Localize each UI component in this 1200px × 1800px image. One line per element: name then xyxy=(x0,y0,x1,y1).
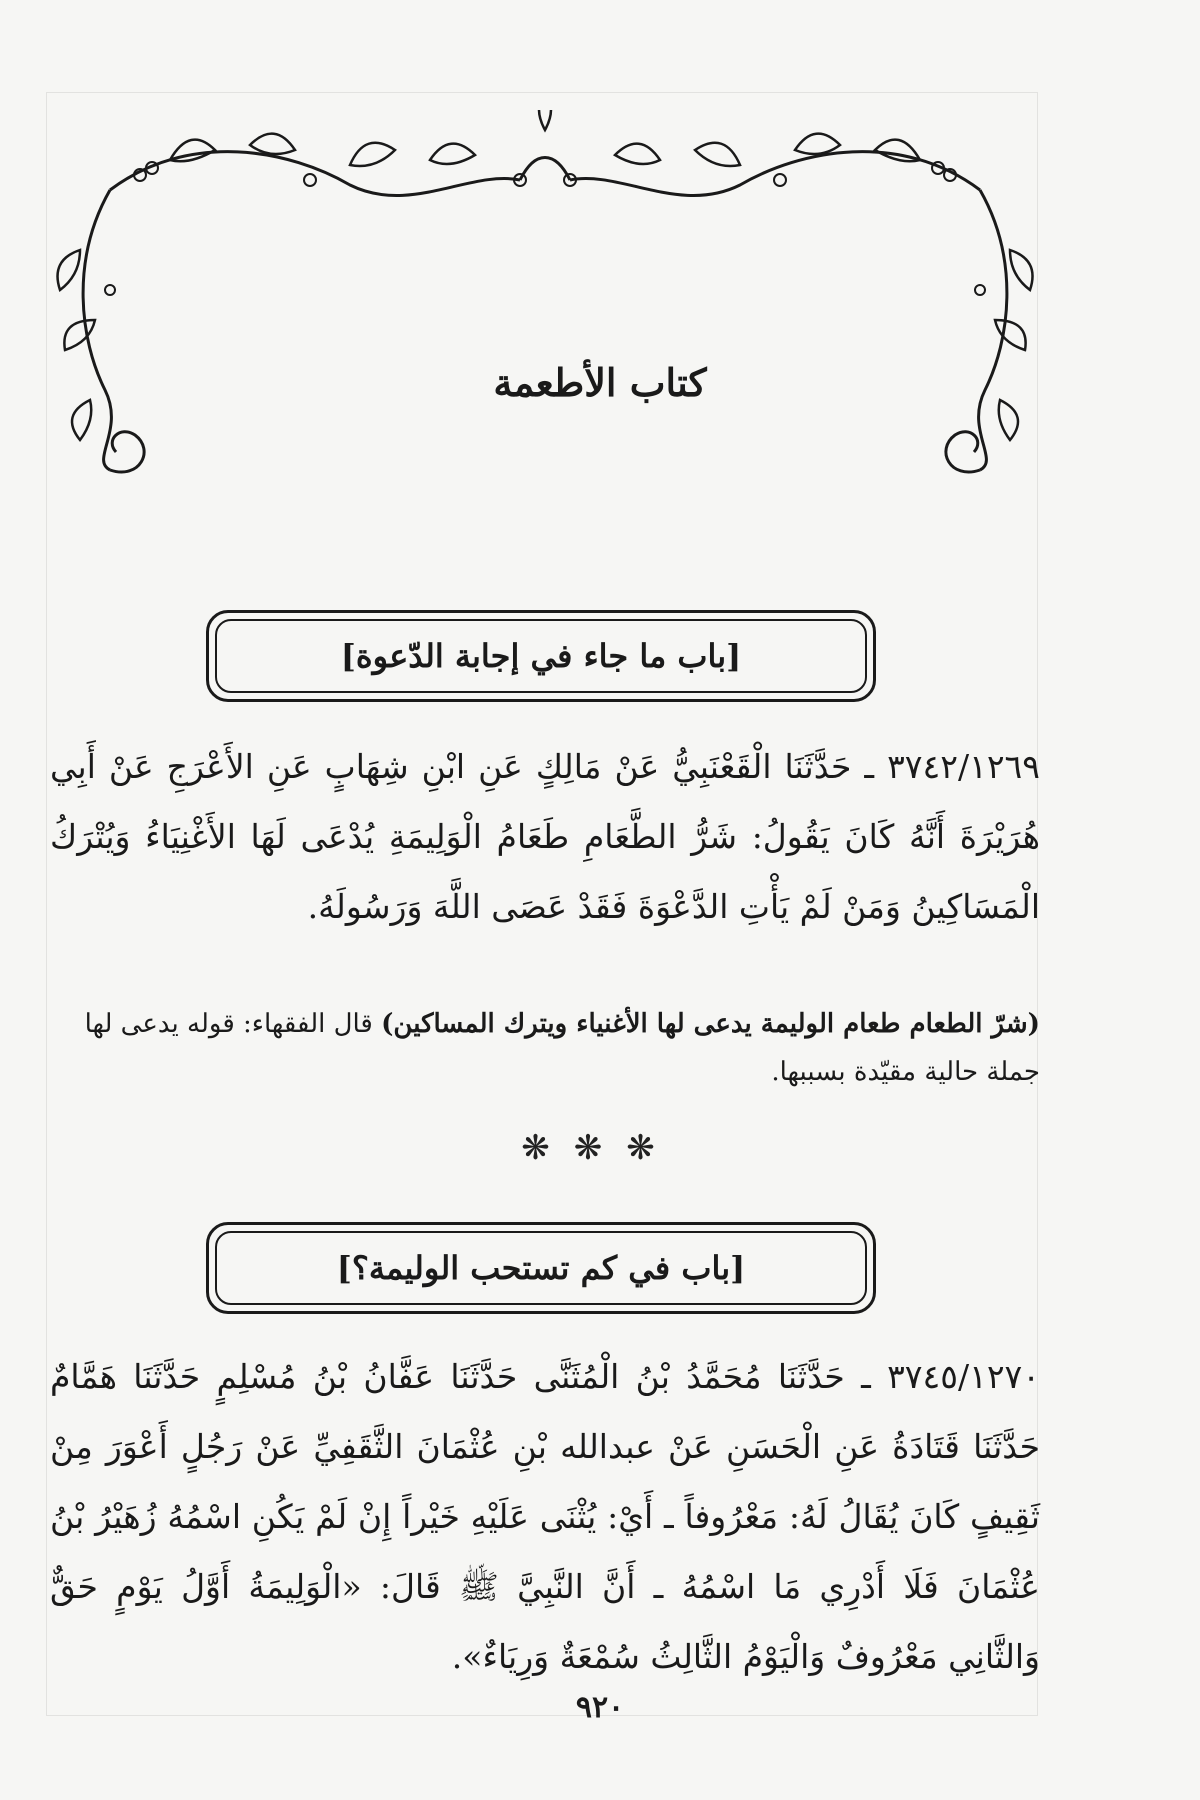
hadith-body: ـ حَدَّثَنَا الْقَعْنَبِيُّ عَنْ مَالِكٍ عَنِ ابْنِ شِهَابٍ عَنِ الأَعْرَجِ عَنْ أَبِي هُرَيْرَةَ أَنَّهُ كَانَ يَقُولُ: شَرُّ الطَّعَامِ طَعَامُ الْوَلِيمَةِ يُدْعَى لَهَا الأَغْنِيَاءُ وَيُتْرَكُ الْمَسَاكِينُ وَمَنْ لَمْ يَأْتِ الدَّعْوَةَ فَقَدْ عَصَى اللَّهَ وَرَسُولَهُ. xyxy=(50,747,1040,926)
book-title: كتاب الأطعمة xyxy=(493,360,707,405)
commentary-text: قال الفقهاء: قوله يدعى لها جملة حالية مقيّدة بسببها. xyxy=(84,1009,1040,1087)
chapter-heading-box xyxy=(206,1222,876,1314)
hadith-text xyxy=(50,1342,1040,1692)
hadith-text xyxy=(50,732,1040,942)
floral-ornament-frame xyxy=(50,110,1040,480)
hadith-number: ٣٧٤٢/١٢٦٩ xyxy=(887,747,1040,786)
chapter-heading: [باب في كم تستحب الوليمة؟] xyxy=(215,1231,867,1305)
hadith-body: ـ حَدَّثَنَا مُحَمَّدُ بْنُ الْمُثَنَّى حَدَّثَنَا عَفَّانُ بْنُ مُسْلِمٍ حَدَّثَنَا هَمَّامٌ حَدَّثَنَا قَتَادَةُ عَنِ الْحَسَنِ عَنْ عبدالله بْنِ عُثْمَانَ الثَّقَفِيِّ عَنْ رَجُلٍ أَعْوَرَ مِنْ ثَقِيفٍ كَانَ يُقَالُ لَهُ: مَعْرُوفاً ـ أَيْ: يُثْنَى عَلَيْهِ خَيْراً إِنْ لَمْ يَكُنِ اسْمُهُ زُهَيْرُ بْنُ عُثْمَانَ فَلَا أَدْرِي مَا اسْمُهُ ـ أَنَّ النَّبِيَّ ﷺ قَالَ: «الْوَلِيمَةُ أَوَّلُ يَوْمٍ حَقٌّ وَالثَّانِي مَعْرُوفٌ وَالْيَوْمُ الثَّالِثُ سُمْعَةٌ وَرِيَاءٌ». xyxy=(50,1357,1040,1676)
separator-stars: ❋❋❋ xyxy=(521,1128,679,1168)
commentary xyxy=(50,1000,1040,1096)
chapter-heading-box xyxy=(206,610,876,702)
page-number: ٩٢٠ xyxy=(575,1690,625,1725)
commentary-quote: (شرّ الطعام طعام الوليمة يدعى لها الأغنياء ويترك المساكين) xyxy=(381,1009,1040,1039)
hadith-number: ٣٧٤٥/١٢٧٠ xyxy=(887,1357,1040,1396)
chapter-heading: [باب ما جاء في إجابة الدّعوة] xyxy=(215,619,867,693)
